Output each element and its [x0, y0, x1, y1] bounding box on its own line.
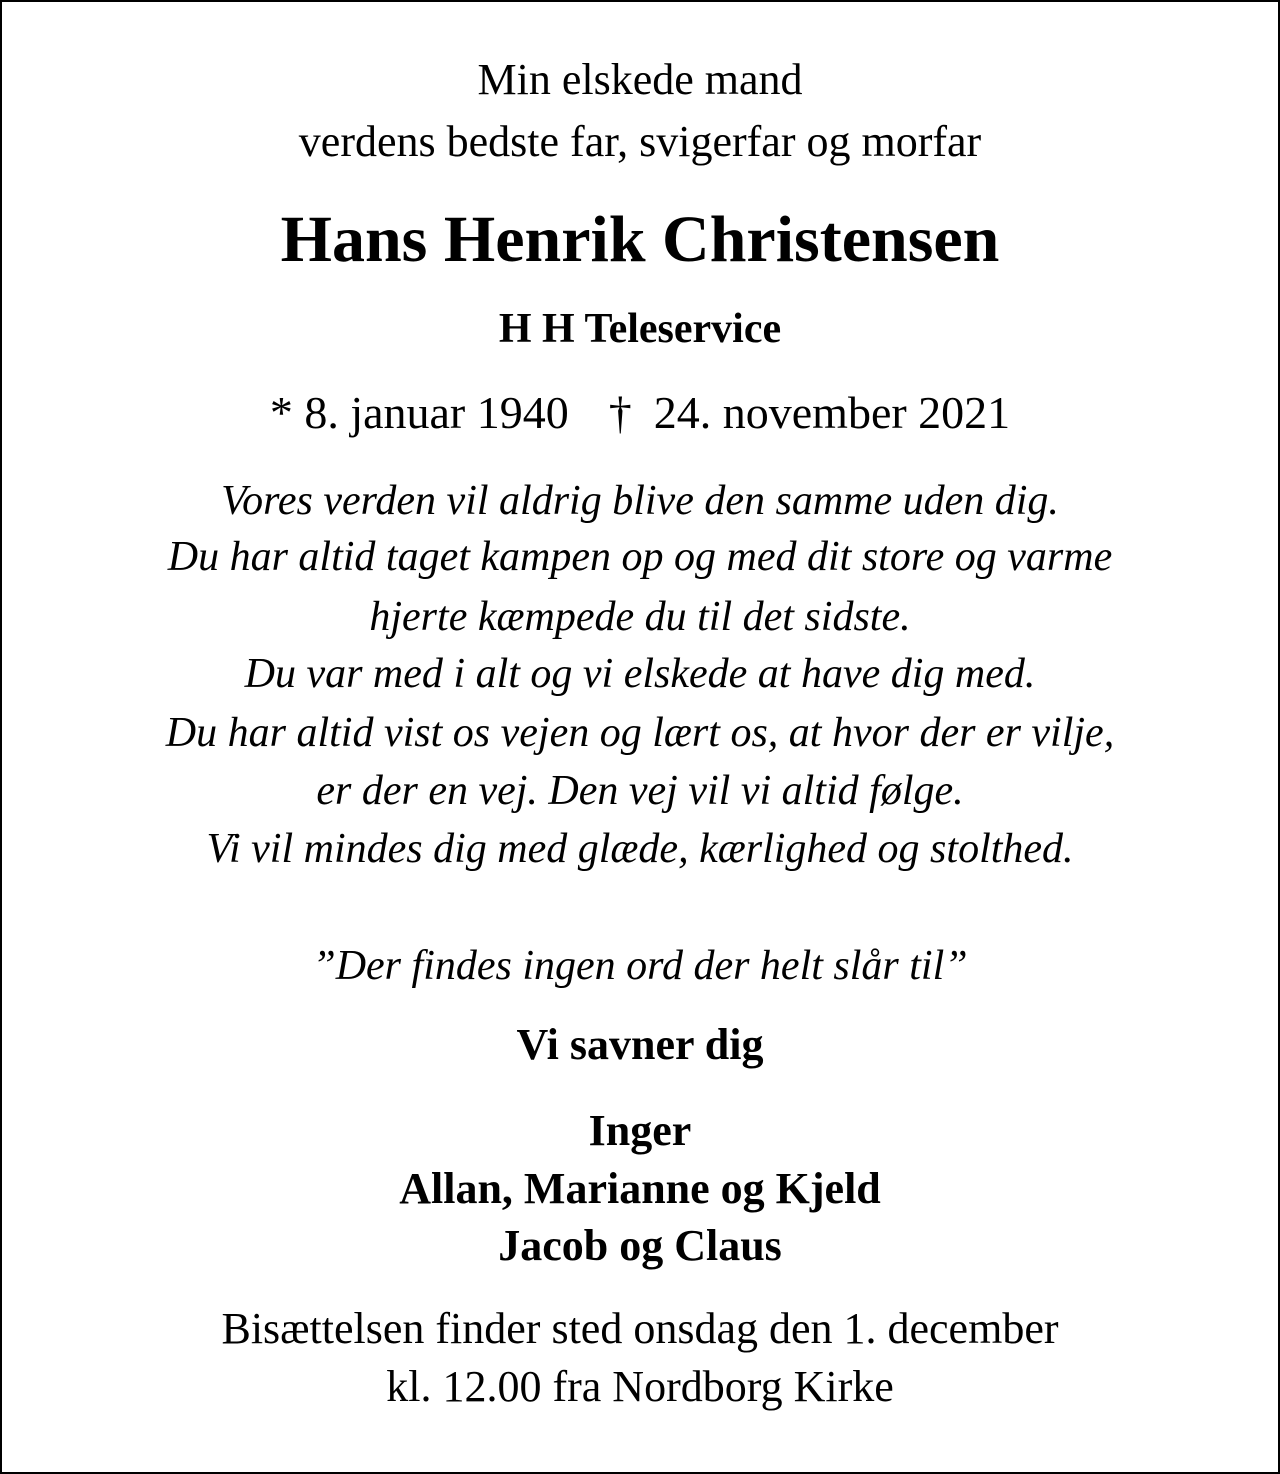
- miss-you-line: Vi savner dig: [516, 1020, 764, 1069]
- poem-line-5: Du har altid vist os vejen og lært os, at hvor der er vilje,: [165, 710, 1115, 756]
- intro-line-2: verdens bedste far, svigerfar og morfar: [298, 117, 982, 166]
- poem-line-1: Vores verden vil aldrig blive den samme uden dig.: [221, 478, 1059, 524]
- poem-line-7: Vi vil mindes dig med glæde, kærlighed og stolthed.: [206, 826, 1074, 872]
- poem-line-2: Du har altid taget kampen op og med dit store og varme: [167, 534, 1113, 580]
- birth-date: * 8. januar 1940: [269, 387, 569, 438]
- poem-line-4: Du var med i alt og vi elskede at have dig med.: [244, 651, 1036, 697]
- funeral-line-2: kl. 12.00 fra Nordborg Kirke: [386, 1362, 894, 1411]
- family-line-2: Allan, Marianne og Kjeld: [399, 1164, 881, 1213]
- death-date: 24. november 2021: [653, 387, 1011, 438]
- family-line-1: Inger: [588, 1106, 692, 1155]
- memorial-quote: ”Der findes ingen ord der helt slår til”: [312, 943, 968, 989]
- life-dates: [0, 386, 1280, 440]
- deceased-name: Hans Henrik Christensen: [280, 203, 1000, 276]
- intro-line-1: Min elskede mand: [477, 55, 803, 104]
- funeral-line-1: Bisættelsen finder sted onsdag den 1. december: [221, 1304, 1059, 1353]
- poem-line-3: hjerte kæmpede du til det sidste.: [369, 594, 911, 640]
- dagger-symbol: †: [608, 387, 632, 438]
- family-line-3: Jacob og Claus: [498, 1221, 782, 1270]
- company-name: H H Teleservice: [498, 306, 782, 352]
- poem-line-6: er der en vej. Den vej vil vi altid følge.: [316, 768, 964, 814]
